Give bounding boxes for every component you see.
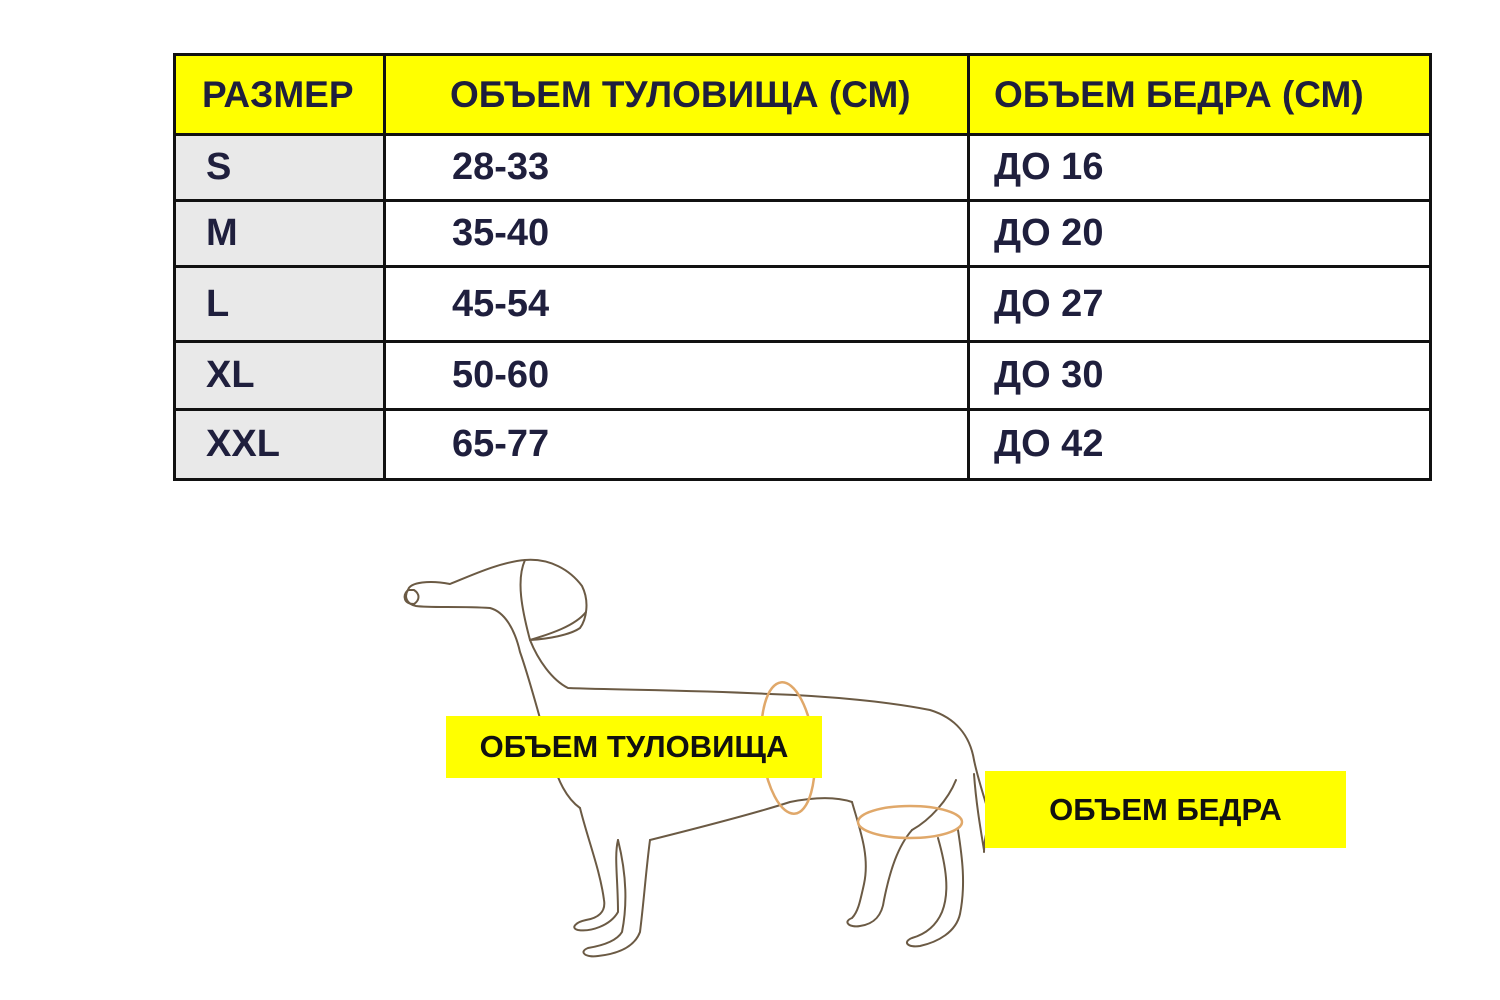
body-girth-cell: 35-40 [385, 201, 969, 267]
size-cell: XXL [175, 409, 385, 479]
body-girth-cell: 28-33 [385, 135, 969, 201]
thigh-girth-cell: ДО 16 [969, 135, 1431, 201]
table-header-row [175, 55, 1431, 135]
header-thigh-girth: ОБЪЕМ БЕДРА (СМ) [969, 55, 1431, 135]
body-girth-cell: 50-60 [385, 341, 969, 409]
table-row [175, 341, 1431, 409]
size-table [173, 53, 1432, 481]
thigh-girth-cell: ДО 42 [969, 409, 1431, 479]
table-row [175, 135, 1431, 201]
header-body-girth: ОБЪЕМ ТУЛОВИЩА (СМ) [385, 55, 969, 135]
size-cell: L [175, 267, 385, 341]
table-row [175, 409, 1431, 479]
thigh-girth-cell: ДО 27 [969, 267, 1431, 341]
body-girth-cell: 45-54 [385, 267, 969, 341]
table-row [175, 267, 1431, 341]
body-girth-label: ОБЪЕМ ТУЛОВИЩА [446, 716, 822, 778]
header-size: РАЗМЕР [175, 55, 385, 135]
thigh-girth-cell: ДО 30 [969, 341, 1431, 409]
table-row [175, 201, 1431, 267]
thigh-girth-cell: ДО 20 [969, 201, 1431, 267]
size-cell: XL [175, 341, 385, 409]
size-cell: S [175, 135, 385, 201]
thigh-girth-label: ОБЪЕМ БЕДРА [985, 771, 1346, 848]
size-cell: M [175, 201, 385, 267]
body-girth-cell: 65-77 [385, 409, 969, 479]
